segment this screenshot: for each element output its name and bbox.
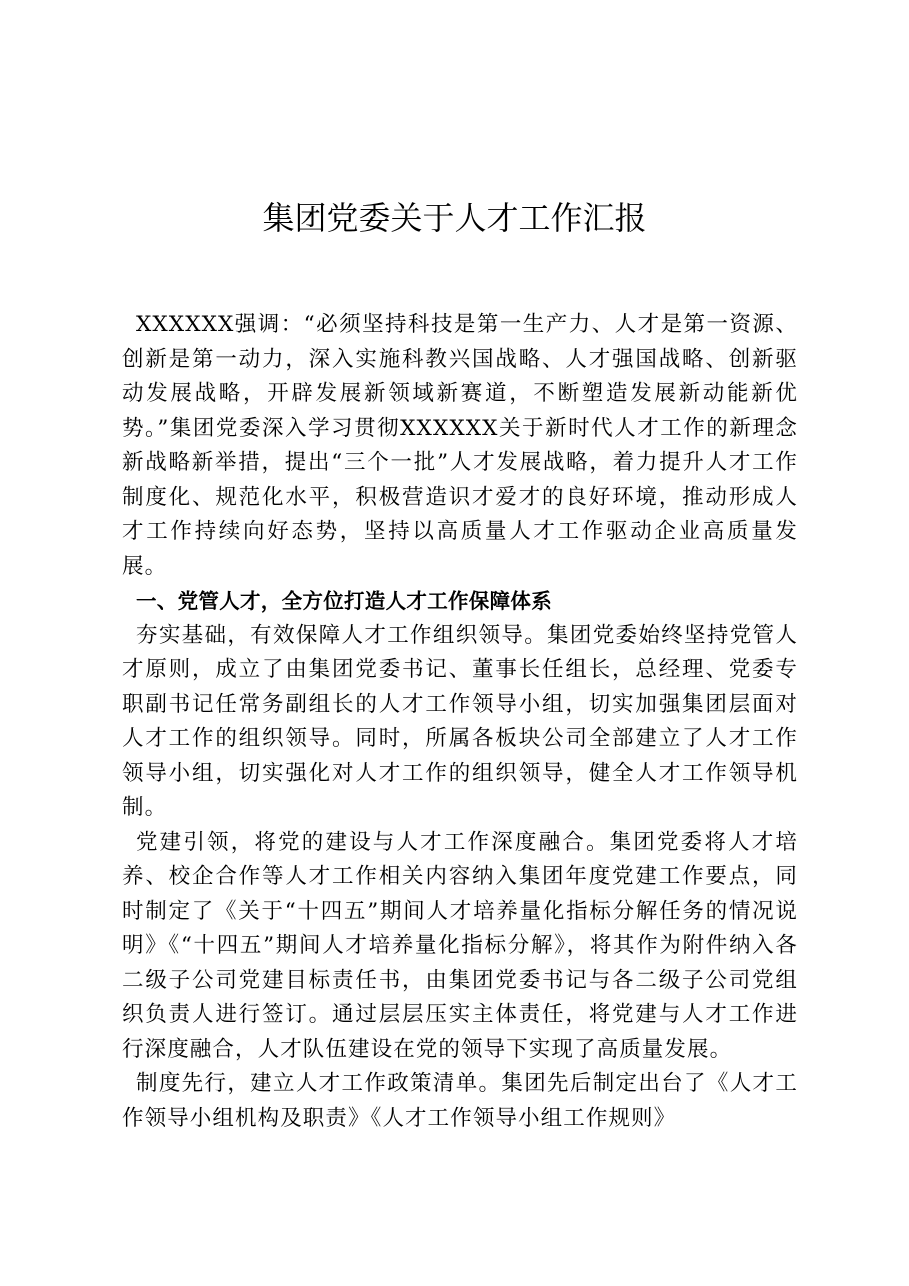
section-1-paragraph-3: 制度先行，建立人才工作政策清单。集团先后制定出台了《人才工作领导小组机构及职责》《人才工作领导小组工作规则》 (122, 1071, 798, 1131)
document-body (122, 308, 798, 1136)
section-1-heading: 一、党管人才，全方位打造人才工作保障体系 (136, 589, 552, 613)
section-1-paragraph-2: 党建引领，将党的建设与人才工作深度融合。集团党委将人才培养、校企合作等人才工作相关内容纳入集团年度党建工作要点，同时制定了《关于“十四五”期间人才培养量化指标分解任务的情况说明》《“十四五”期间人才培养量化指标分解》，将其作为附件纳入各二级子公司党建目标责任书，由集团党委书记与各二级子公司党组织负责人进行签订。通过层层压实主体责任，将党建与人才工作进行深度融合，人才队伍建设在党的领导下实现了高质量发展。 (122, 829, 798, 1062)
intro-paragraph: XXXXXX强调：“必须坚持科技是第一生产力、人才是第一资源、创新是第一动力，深入实施科教兴国战略、人才强国战略、创新驱动发展战略，开辟发展新领域新赛道，不断塑造发展新动能新优势。”集团党委深入学习贯彻XXXXXX关于新时代人才工作的新理念新战略新举措，提出“三个一批”人才发展战略，着力提升人才工作制度化、规范化水平，积极营造识才爱才的良好环境，推动形成人才工作持续向好态势，坚持以高质量人才工作驱动企业高质量发展。 (122, 312, 798, 579)
section-1-paragraph-1: 夯实基础，有效保障人才工作组织领导。集团党委始终坚持党管人才原则，成立了由集团党委书记、董事长任组长，总经理、党委专职副书记任常务副组长的人才工作领导小组，切实加强集团层面对人才工作的组织领导。同时，所属各板块公司全部建立了人才工作领导小组，切实强化对人才工作的组织领导，健全人才工作领导机制。 (122, 622, 798, 820)
document-title: 集团党委关于人才工作汇报 (262, 199, 647, 237)
